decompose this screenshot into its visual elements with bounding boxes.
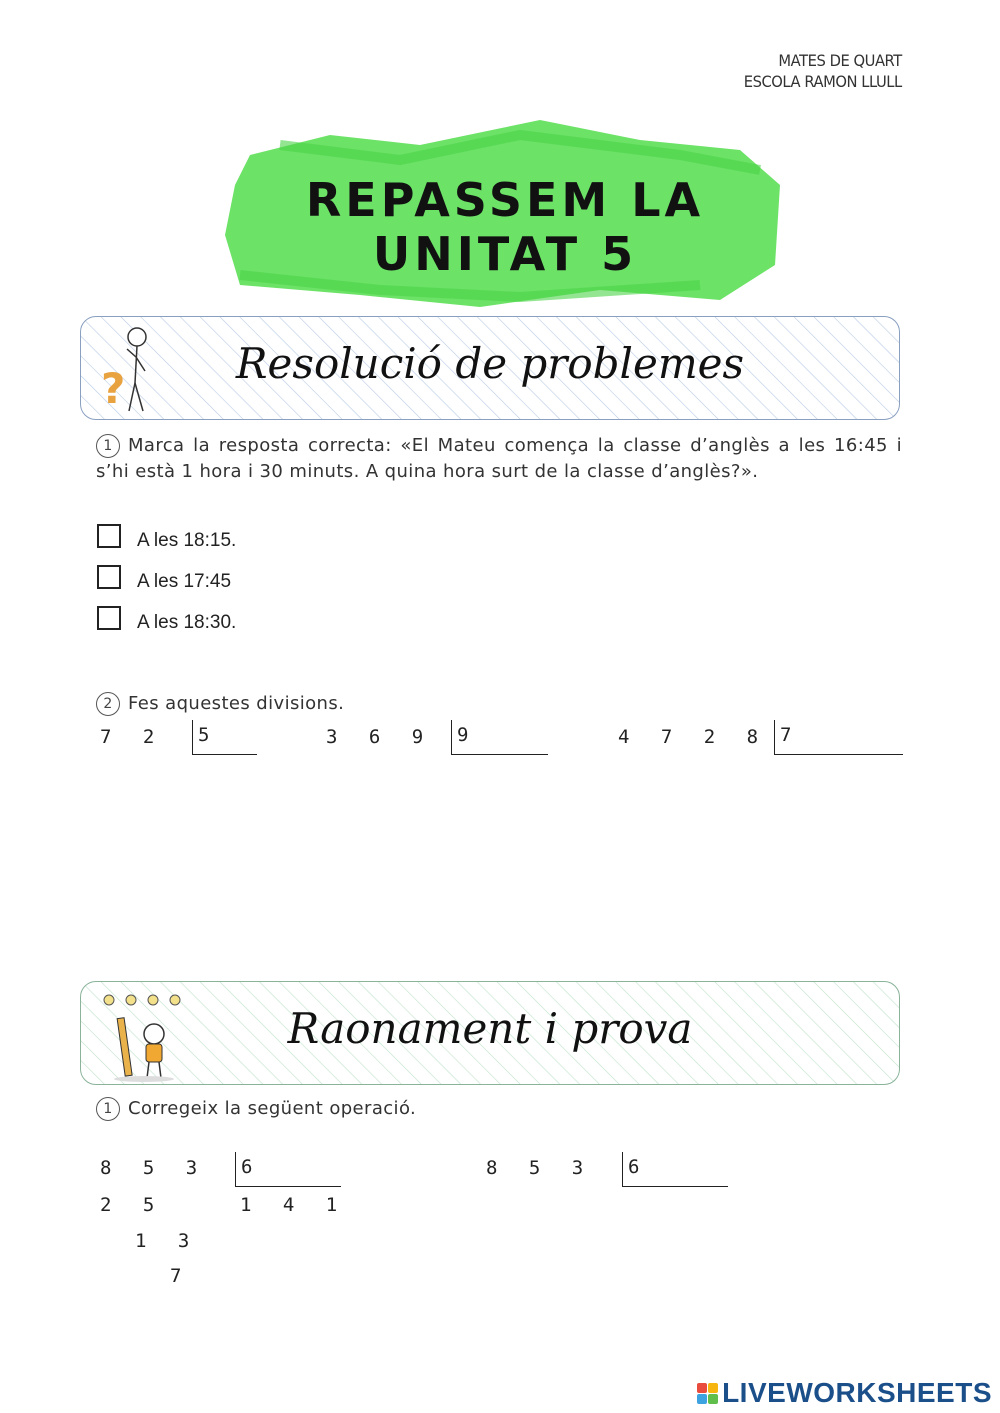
division-2-dividend: 3 6 9 [326,726,434,748]
question-2-text: Fes aquestes divisions. [128,693,345,714]
option-1-label: A les 18:15. [137,530,237,551]
title-line-1: REPASSEM LA [305,173,705,227]
header-line-2: ESCOLA RAMON LLULL [743,72,902,91]
division-2-divisor: 9 [457,724,469,746]
brand-name: LIVEWORKSHEETS [722,1377,992,1408]
question-number-3: 1 [96,1097,120,1121]
checkbox-option-1[interactable] [97,524,121,548]
checkbox-option-2[interactable] [97,565,121,589]
worked-division-dividend: 8 5 3 [100,1157,208,1179]
worked-division-step-3: 7 [170,1265,192,1287]
question-2 [96,692,344,716]
option-1[interactable] [97,524,236,552]
division-3-dividend: 4 7 2 8 [618,726,769,748]
worked-division-step-1: 2 5 [100,1194,165,1216]
correction-division-dividend: 8 5 3 [486,1157,594,1179]
question-1-text: Marca la resposta correcta: «El Mateu comença la classe d’anglès a les 16:45 i s’hi està 1 hora i 30 minuts. A quina hora surt de la classe d’anglès?». [96,435,902,482]
division-1-divisor: 5 [198,724,210,746]
division-1-bracket [192,720,257,755]
correction-division-divisor: 6 [628,1156,640,1178]
option-2-label: A les 17:45 [137,571,232,592]
title-line-2: UNITAT 5 [372,227,638,281]
section-1-title: Resolució de problemes [235,339,745,388]
checkbox-option-3[interactable] [97,606,121,630]
worked-division-quotient: 1 4 1 [240,1194,348,1216]
logo-grid-icon [697,1383,718,1404]
liveworksheets-logo [697,1377,992,1409]
division-2-bracket [451,720,548,755]
section-2-title: Raonament i prova [287,1004,693,1053]
question-3 [96,1097,416,1121]
worked-division-divisor: 6 [241,1156,253,1178]
division-3-bracket [774,720,903,755]
section-banner-problem-solving [80,316,900,420]
worked-division-step-2: 1 3 [135,1230,200,1252]
question-number-1: 1 [96,434,120,458]
correction-division-bracket [622,1152,728,1187]
division-3-divisor: 7 [780,724,792,746]
question-number-2: 2 [96,692,120,716]
option-3[interactable] [97,606,236,634]
worked-division-bracket [235,1152,341,1187]
section-banner-reasoning [80,981,900,1085]
question-3-text: Corregeix la següent operació. [128,1098,417,1119]
division-1-dividend: 7 2 [100,726,165,748]
question-1 [96,433,902,485]
title-block [220,115,790,310]
option-3-label: A les 18:30. [137,612,237,633]
svg-text:?: ? [101,364,126,413]
option-2[interactable] [97,565,231,593]
header-line-1: MATES DE QUART [778,51,902,70]
school-header [744,50,902,92]
